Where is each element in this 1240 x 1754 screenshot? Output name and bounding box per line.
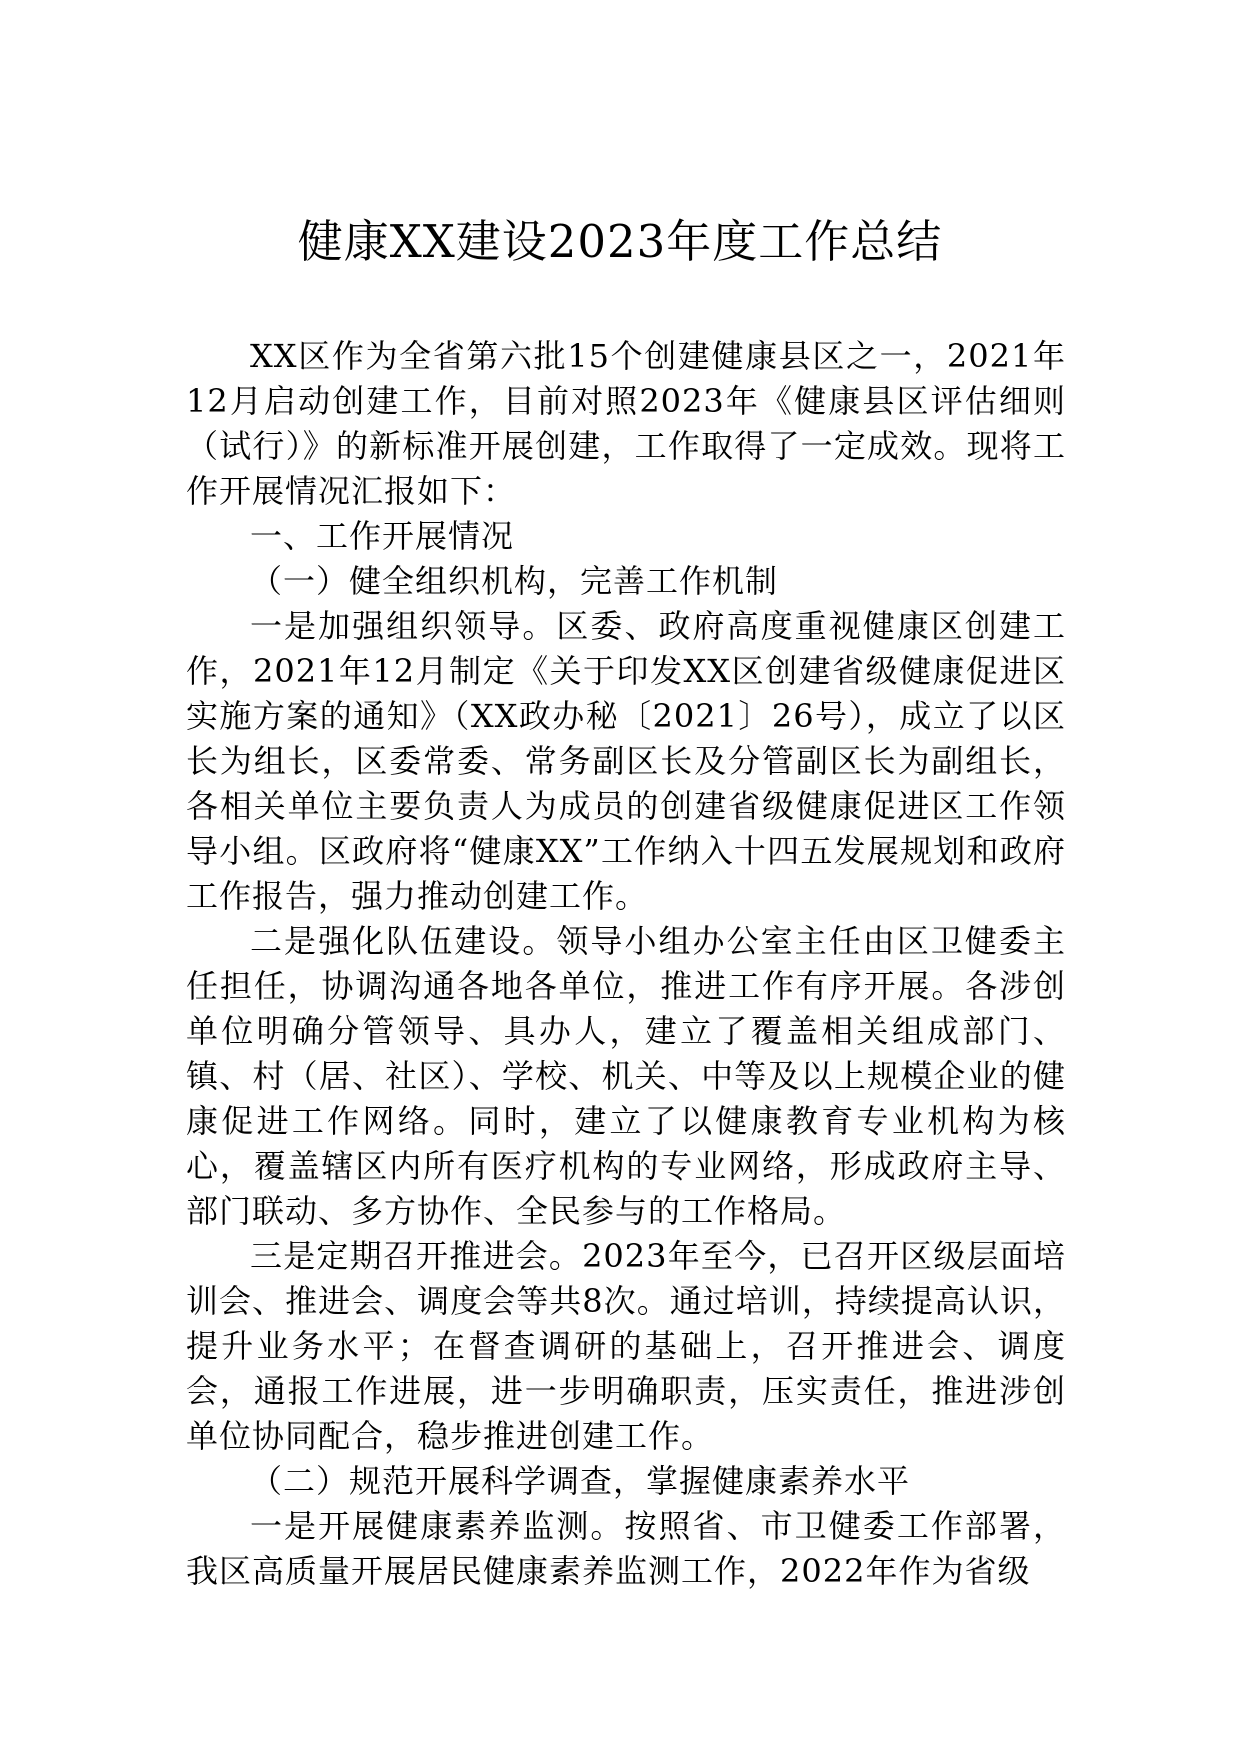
document-body: [186, 334, 1066, 1594]
paragraph-literacy-monitoring: 一是开展健康素养监测。按照省、市卫健委工作部署，我区高质量开展居民健康素养监测工作，2022年作为省级: [186, 1507, 1066, 1590]
paragraph-team-building: 二是强化队伍建设。领导小组办公室主任由区卫健委主任担任，协调沟通各地各单位，推进工作有序开展。各涉创单位明确分管领导、具办人，建立了覆盖相关组成部门、镇、村（居、社区）、学校、机关、中等及以上规模企业的健康促进工作网络。同时，建立了以健康教育专业机构为核心，覆盖辖区内所有医疗机构的专业网络，形成政府主导、部门联动、多方协作、全民参与的工作格局。: [186, 922, 1066, 1230]
subsection-heading-1: （一）健全组织机构，完善工作机制: [250, 562, 779, 600]
paragraph-progress-meetings: 三是定期召开推进会。2023年至今，已召开区级层面培训会、推进会、调度会等共8次。通过培训，持续提高认识，提升业务水平；在督查调研的基础上，召开推进会、调度会，通报工作进展，进一步明确职责，压实责任，推进涉创单位协同配合，稳步推进创建工作。: [186, 1237, 1066, 1455]
subsection-heading-2: （二）规范开展科学调查，掌握健康素养水平: [250, 1462, 911, 1500]
section-heading-1: 一、工作开展情况: [250, 517, 515, 555]
paragraph-intro: XX区作为全省第六批15个创建健康县区之一，2021年12月启动创建工作，目前对照2023年《健康县区评估细则（试行）》的新标准开展创建，工作取得了一定成效。现将工作开展情况汇报如下：: [186, 337, 1066, 510]
document-title: 健康XX建设2023年度工作总结: [297, 215, 943, 268]
paragraph-organization-leadership: 一是加强组织领导。区委、政府高度重视健康区创建工作，2021年12月制定《关于印发XX区创建省级健康促进区实施方案的通知》（XX政办秘〔2021〕26号），成立了以区长为组长，区委常委、常务副区长及分管副区长为副组长，各相关单位主要负责人为成员的创建省级健康促进区工作领导小组。区政府将“健康XX”工作纳入十四五发展规划和政府工作报告，强力推动创建工作。: [186, 607, 1066, 915]
